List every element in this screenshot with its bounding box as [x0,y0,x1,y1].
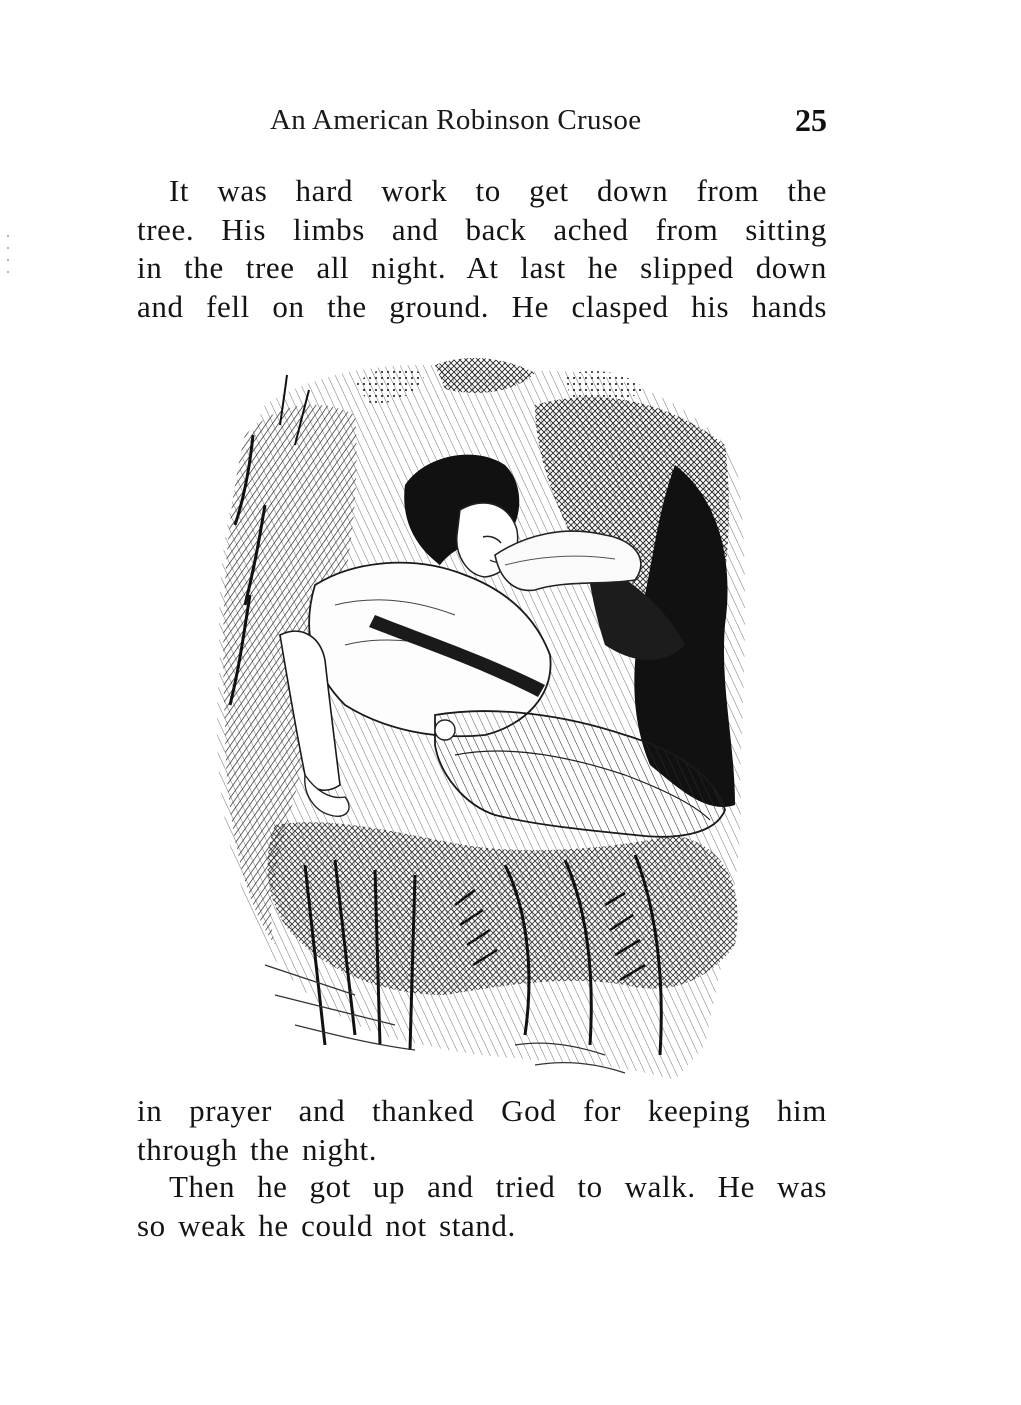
text-line: and fell on the ground. He clasped his hands [137,288,827,324]
text-line: Then he got up and tried to walk. He was [169,1169,827,1204]
paragraph-2 [137,1092,827,1169]
text-line: It was hard work to get down from the [169,173,827,208]
page-number: 25 [795,102,827,138]
text-line: so weak he could not stand. [137,1207,516,1243]
text-line: in prayer and thanked God for keeping him [137,1093,827,1128]
text-line: in the tree all night. At last he slipped down [137,250,827,285]
margin-specks [6,232,10,282]
engraving-boy-resting-in-undergrowth-icon [205,345,755,1085]
paragraph-1 [137,172,827,326]
text-line: tree. His limbs and back ached from sitting [137,211,827,247]
text-line: through the night. [137,1131,378,1167]
paragraph-3 [137,1168,827,1245]
running-title: An American Robinson Crusoe [270,104,642,136]
